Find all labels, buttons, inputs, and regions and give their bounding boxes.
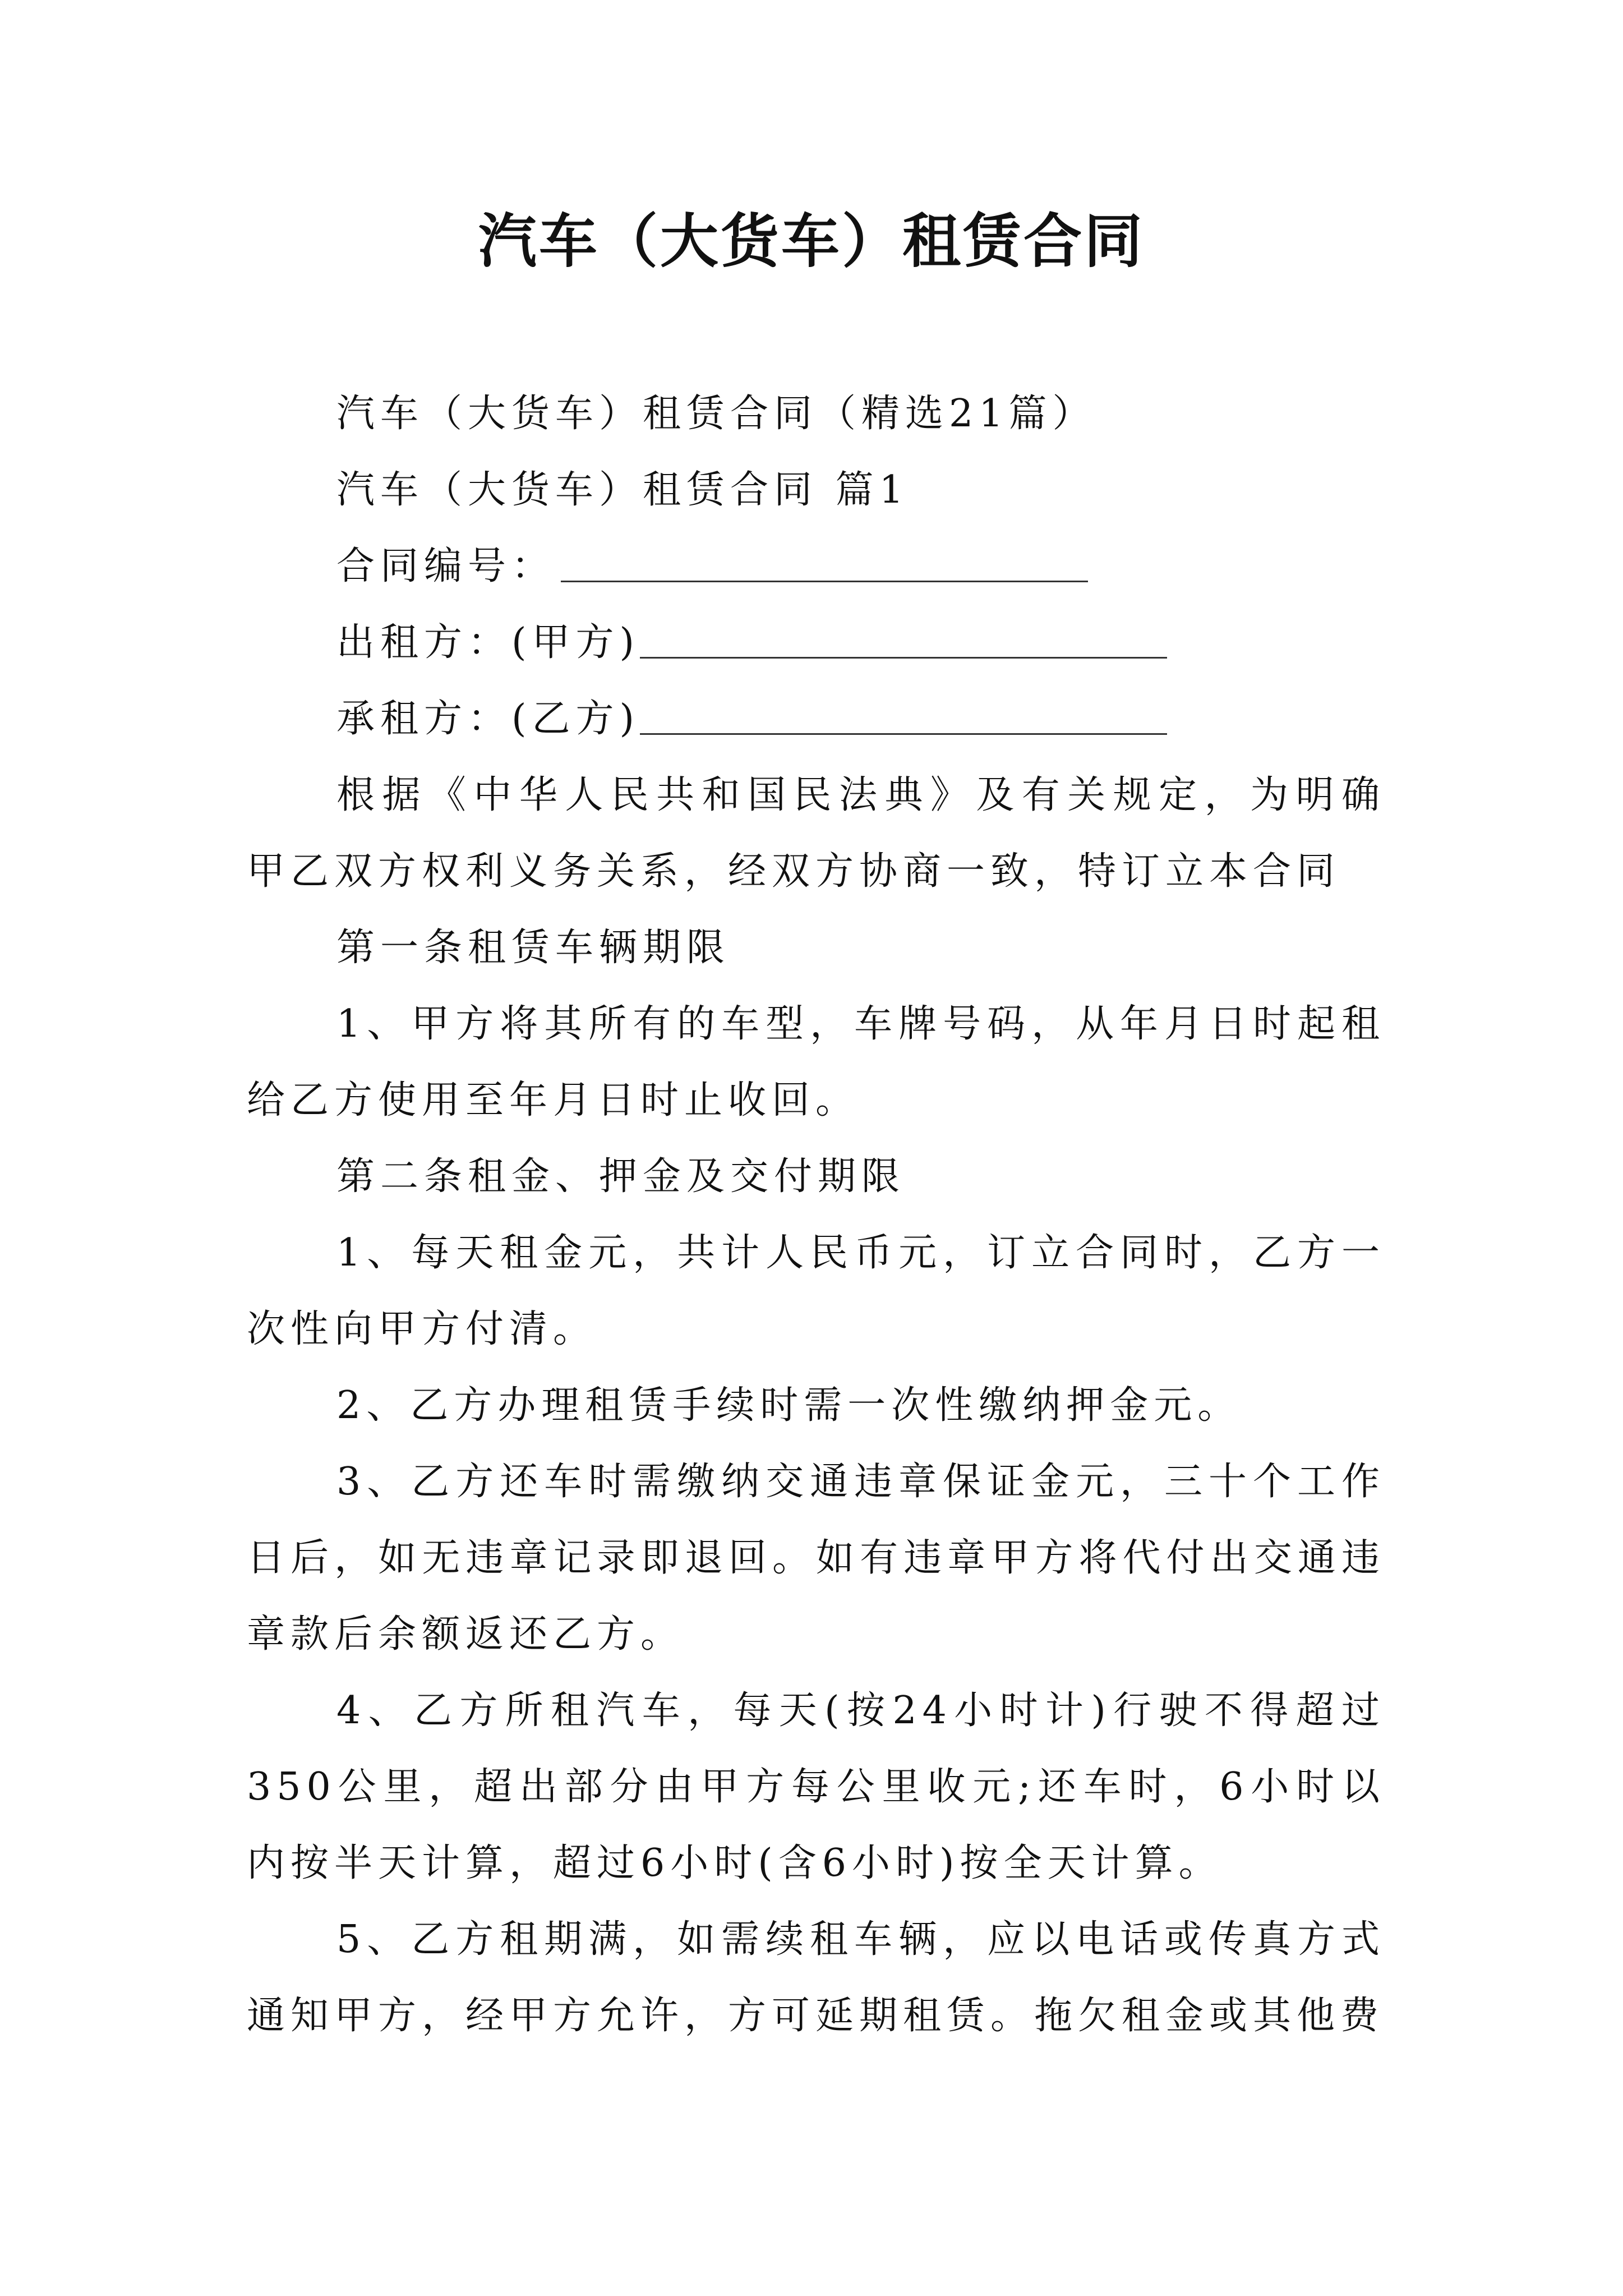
article-2-heading: 第二条租金、押金及交付期限 xyxy=(336,1154,906,1199)
article-2-clause-1: 1、每天租金元，共计人民币元，订立合同时，乙方一次性向甲方付清。 xyxy=(247,1231,1385,1351)
article-2-clause-5: 5、乙方租期满，如需续租车辆，应以电话或传真方式通知甲方，经甲方允许，方可延期租赁。拖欠租金或其他费 xyxy=(247,1917,1385,2038)
contract-number-label: 合同编号： xyxy=(336,544,556,588)
lessee-field xyxy=(247,681,1385,757)
lessor-label: 出租方：(甲方) xyxy=(336,620,640,665)
preamble-paragraph: 根据《中华人民共和国民法典》及有关规定，为明确甲乙双方权利义务关系，经双方协商一致，特订立本合同 xyxy=(247,773,1385,894)
article-2-clause-4: 4、乙方所租汽车，每天(按24小时计)行驶不得超过350公里，超出部分由甲方每公里收元;还车时，6小时以内按半天计算，超过6小时(含6小时)按全天计算。 xyxy=(247,1688,1385,1885)
article-1-heading: 第一条租赁车辆期限 xyxy=(336,926,731,970)
document-subtitle: 汽车（大货车）租赁合同（精选21篇） xyxy=(336,392,1096,436)
lessor-blank xyxy=(640,612,1167,659)
document-title: 汽车（大货车）租赁合同 xyxy=(478,207,1145,275)
lessee-label: 承租方：(乙方) xyxy=(336,697,640,741)
article-2-clause-2: 2、乙方办理租赁手续时需一次性缴纳押金元。 xyxy=(336,1383,1242,1428)
contract-number-field xyxy=(247,528,1385,605)
lessor-field xyxy=(247,605,1385,681)
article-1-clause-1: 1、甲方将其所有的车型，车牌号码，从年月日时起租给乙方使用至年月日时止收回。 xyxy=(247,1002,1385,1122)
lessee-blank xyxy=(640,688,1167,735)
article-2-clause-3: 3、乙方还车时需缴纳交通违章保证金元，三十个工作日后，如无违章记录即退回。如有违章甲方将代付出交通违章款后余额返还乙方。 xyxy=(247,1460,1385,1657)
document-body xyxy=(247,376,1385,2054)
contract-number-blank xyxy=(561,536,1088,582)
section-heading: 汽车（大货车）租赁合同 篇1 xyxy=(336,468,909,512)
